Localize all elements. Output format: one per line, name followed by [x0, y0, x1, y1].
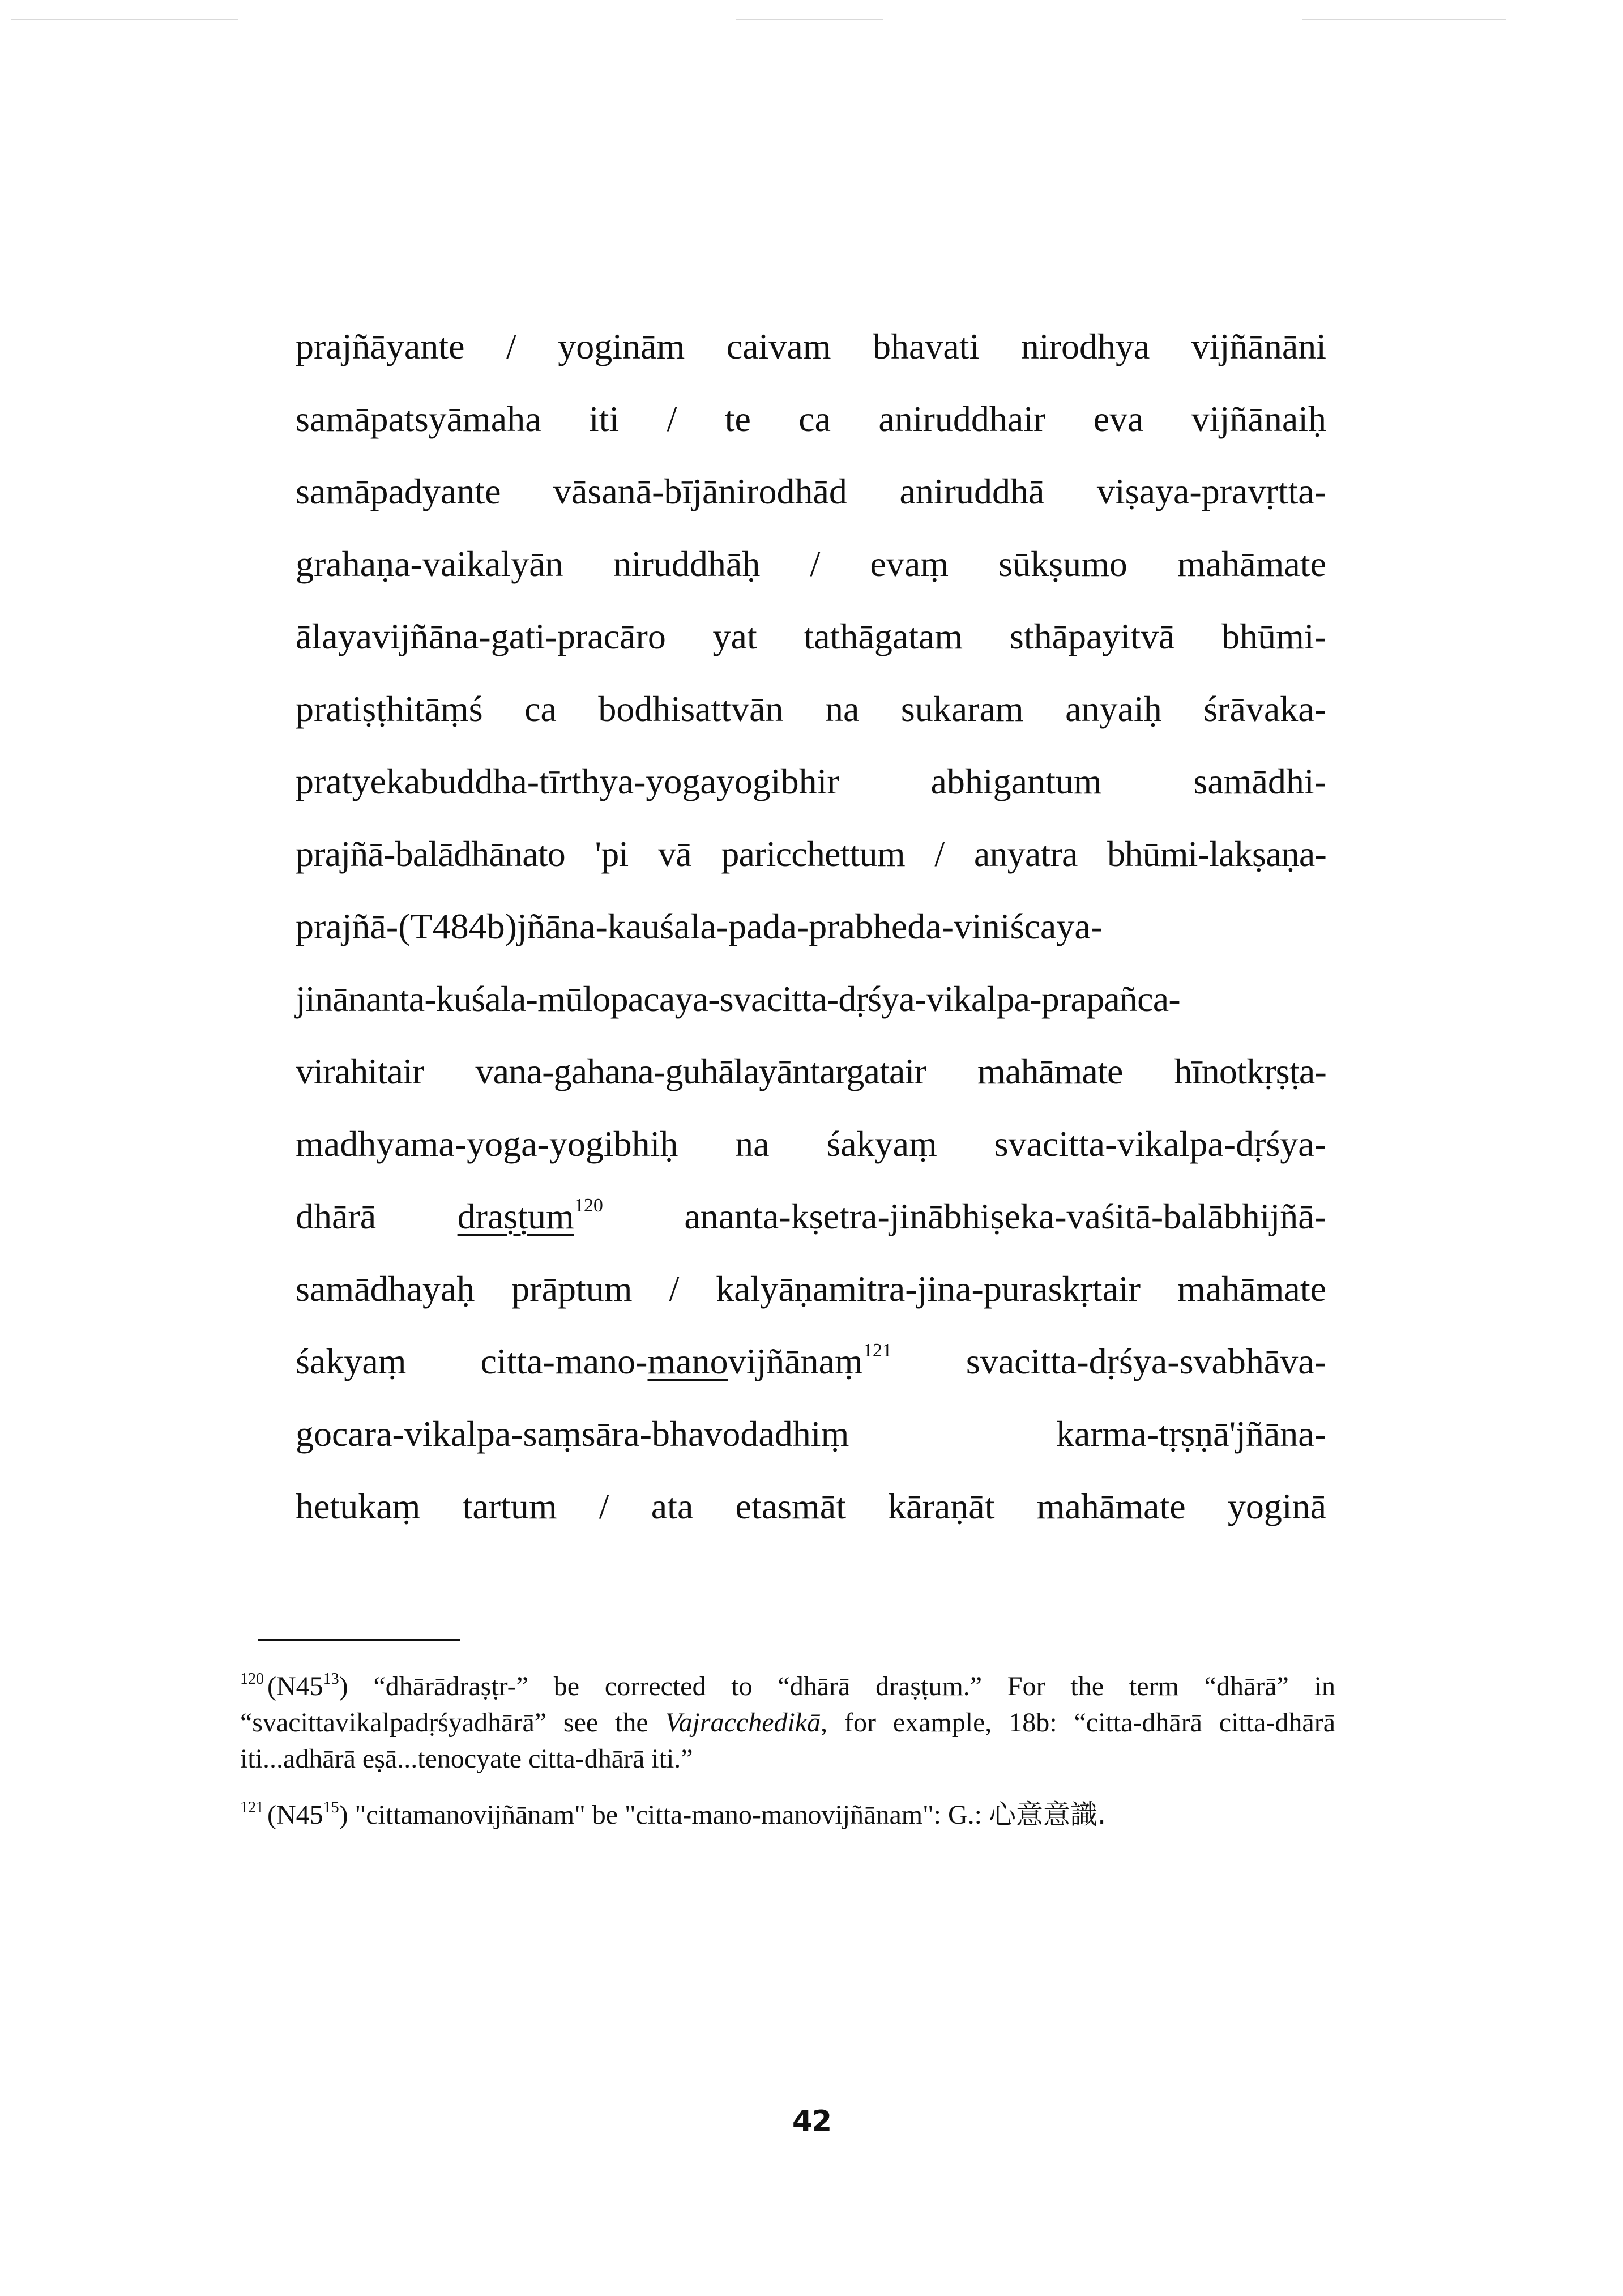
footnote-ref-120: 120 [574, 1195, 603, 1216]
scan-edge-mark [736, 19, 883, 20]
footnote-number: 120 [240, 1670, 264, 1688]
text-line: grahaṇa-vaikalyān niruddhāḥ / evaṃ sūkṣumo mahāmate [296, 544, 1326, 584]
text-segment: karma-tṛṣṇā'jñāna- [1056, 1414, 1326, 1454]
text-segment: dhārā [296, 1196, 377, 1236]
text-line [296, 1398, 1326, 1470]
text-line-with-note-121 [296, 1325, 1326, 1398]
footnote-121 [240, 1796, 1335, 1833]
scan-edge-mark [11, 19, 238, 20]
text-line: virahitair vana-gahana-guhālayāntargatair mahāmate hīnotkṛṣṭa- [296, 1051, 1326, 1091]
scan-edge-mark [1302, 19, 1506, 20]
footnote-source: (N45 [267, 1800, 323, 1830]
main-text [296, 310, 1326, 1543]
footnote-text: "cittamanovijñānam" be "citta-mano-manovijñānam": G.: [348, 1800, 989, 1830]
text-segment: ananta-kṣetra-jinābhiṣeka-vaśitā-balābhijñā- [684, 1196, 1326, 1236]
text-line: samāpadyante vāsanā-bījānirodhād aniruddhā viṣaya-pravṛtta- [296, 471, 1326, 511]
footnotes [240, 1668, 1335, 1833]
footnote-source-sup: 13 [323, 1670, 339, 1688]
text-segment: svacitta-dṛśya-svabhāva- [966, 1341, 1326, 1381]
footnote-source-sup: 15 [323, 1799, 339, 1816]
underlined-text: draṣṭum [457, 1196, 574, 1236]
text-line: hetukaṃ tartum / ata etasmāt kāraṇāt mahāmate yoginā [296, 1486, 1326, 1526]
text-line: samādhayaḥ prāptum / kalyāṇamitra-jina-puraskṛtair mahāmate [296, 1269, 1326, 1309]
footnote-text: “dhārādraṣṭr-” be corrected to “dhārā draṣṭum.” For the term “dhārā” in “svacittavikalpadṛśyadhārā” see the [240, 1671, 1335, 1738]
text-line: pratyekabuddha-tīrthya-yogayogibhir abhigantum samādhi- [296, 761, 1326, 801]
text-line: ālayavijñāna-gati-pracāro yat tathāgatam sthāpayitvā bhūmi- [296, 616, 1326, 656]
text-line: pratiṣṭhitāṃś ca bodhisattvān na sukaram anyaiḥ śrāvaka- [296, 689, 1326, 729]
footnote-divider [258, 1639, 460, 1641]
underlined-text: mano [647, 1341, 728, 1381]
underlined-word [458, 1196, 603, 1236]
text-line: prajñāyante / yoginām caivam bhavati nirodhya vijñānāni [296, 326, 1326, 366]
footnote-number: 121 [240, 1799, 264, 1816]
footnote-source-close: ) [339, 1671, 348, 1701]
page-number: 42 [792, 2105, 831, 2139]
text-line: prajñā-balādhānato 'pi vā paricchettum / anyatra bhūmi-lakṣaṇa- [296, 834, 1326, 874]
footnote-source: (N45 [267, 1671, 323, 1701]
footnote-title: Vajracchedikā [665, 1708, 821, 1738]
footnote-ref-121: 121 [862, 1340, 892, 1361]
compound-word [296, 1341, 892, 1381]
text-line: jinānanta-kuśala-mūlopacaya-svacitta-dṛśya-vikalpa-prapañca- [296, 979, 1180, 1019]
footnote-source-close: ) [339, 1800, 348, 1830]
footnote-120 [240, 1668, 1335, 1777]
text-line-with-note-120 [296, 1180, 1326, 1253]
footnote-text: , for example, 18b: “citta-dhārā citta-dhārā iti...adhārā eṣā...tenocyate citta-dhārā iti.” [240, 1708, 1336, 1774]
text-segment: vijñānaṃ [728, 1341, 863, 1381]
text-segment: gocara-vikalpa-saṃsāra-bhavodadhiṃ [296, 1414, 849, 1454]
text-line: madhyama-yoga-yogibhiḥ na śakyaṃ svacitta-vikalpa-dṛśya- [296, 1124, 1326, 1164]
text-segment: śakyaṃ citta-mano- [296, 1341, 648, 1381]
footnote-cjk-text: 心意意識. [989, 1799, 1107, 1830]
text-line: samāpatsyāmaha iti / te ca aniruddhair eva vijñānaiḥ [296, 399, 1326, 439]
text-line: prajñā-(T484b)jñāna-kauśala-pada-prabheda-viniścaya- [296, 906, 1103, 946]
